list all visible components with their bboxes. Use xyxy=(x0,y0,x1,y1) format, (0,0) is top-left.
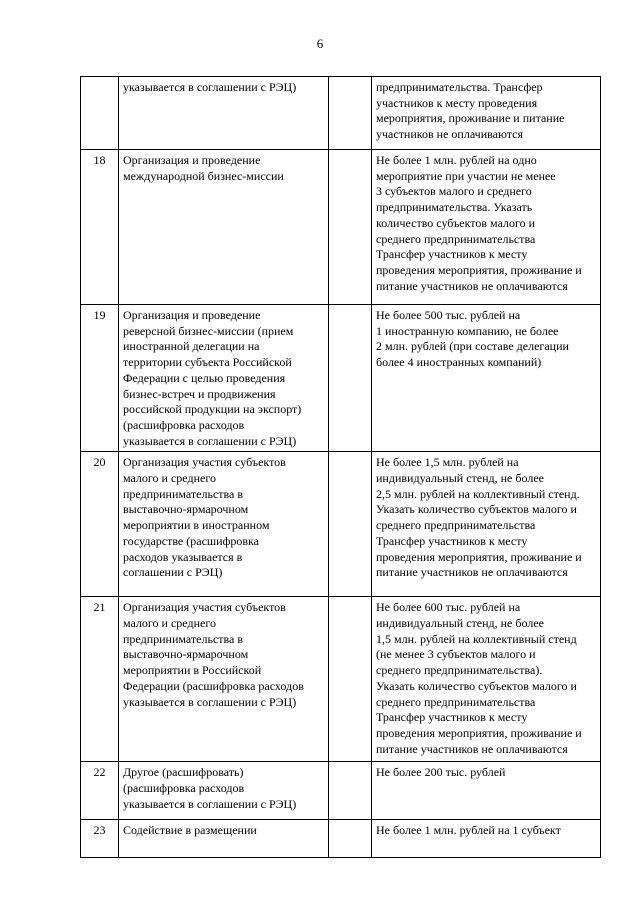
expense-limit xyxy=(372,597,601,762)
empty-cell xyxy=(329,77,372,150)
expense-limit xyxy=(372,305,601,452)
limit-line: Трансфер участников к месту xyxy=(376,533,528,548)
row-number: 19 xyxy=(81,305,119,452)
limit-line: Не более 1 млн. рублей на одно xyxy=(376,153,537,167)
limit-line: среднего предпринимательства xyxy=(376,231,536,246)
limit-line: Не более 1 млн. рублей на 1 субъект xyxy=(376,823,561,838)
limit-line: 2,5 млн. рублей на коллективный стенд. xyxy=(376,486,580,501)
limit-line: проведения мероприятия, проживание и xyxy=(376,549,582,564)
limit-line: (не менее 3 субъектов малого и xyxy=(376,647,536,662)
description-line: территории субъекта Российской xyxy=(123,355,292,370)
table-row xyxy=(81,452,601,597)
table-row xyxy=(81,150,601,305)
limit-line: Не более 200 тыс. рублей xyxy=(376,765,506,780)
description-line: малого и среднего xyxy=(123,471,216,486)
limit-line: мероприятия, проживание и питание xyxy=(376,111,565,126)
expense-description xyxy=(119,452,329,597)
empty-cell xyxy=(329,762,372,820)
limit-line: предпринимательства. Указать xyxy=(376,200,533,215)
expense-limit xyxy=(372,820,601,858)
limit-line: Указать количество субъектов малого и xyxy=(376,678,577,693)
limit-line: Не более 1,5 млн. рублей на xyxy=(376,455,519,470)
page-number: 6 xyxy=(316,36,324,51)
expense-description xyxy=(119,820,329,858)
expense-description xyxy=(119,597,329,762)
limit-line: 2 млн. рублей (при составе делегации xyxy=(376,339,569,354)
expense-description xyxy=(119,150,329,305)
description-line: указывается в соглашении с РЭЦ) xyxy=(123,80,297,94)
limit-line: среднего предпринимательства xyxy=(376,694,536,709)
limit-line: среднего предпринимательства). xyxy=(376,663,543,678)
table-row xyxy=(81,762,601,820)
empty-cell xyxy=(329,820,372,858)
row-number xyxy=(81,77,119,150)
table-row xyxy=(81,77,601,150)
limit-line: 1 иностранную компанию, не более xyxy=(376,323,559,338)
limit-line: участников к месту проведения xyxy=(376,95,538,110)
empty-cell xyxy=(329,452,372,597)
expense-limit xyxy=(372,77,601,150)
limit-line: Указать количество субъектов малого и xyxy=(376,502,577,517)
description-line: российской продукции на экспорт) xyxy=(123,402,302,417)
limit-line: индивидуальный стенд, не более xyxy=(376,471,544,486)
description-line: выставочно-ярмарочном xyxy=(123,502,249,517)
expense-limit xyxy=(372,762,601,820)
description-line: мероприятии в Российской xyxy=(123,663,262,678)
limit-line: мероприятие при участии не менее xyxy=(376,168,556,183)
table-row xyxy=(81,597,601,762)
limit-line: 3 субъектов малого и среднего xyxy=(376,184,532,199)
description-line: Содействие в размещении xyxy=(123,823,257,838)
description-line: Федерации с целью проведения xyxy=(123,370,286,385)
table-row xyxy=(81,305,601,452)
table-row xyxy=(81,820,601,858)
limit-line: более 4 иностранных компаний) xyxy=(376,355,542,370)
limit-line: питание участников не оплачиваются xyxy=(376,741,568,756)
expense-limit xyxy=(372,452,601,597)
description-line: государстве (расшифровка xyxy=(123,533,259,548)
description-line: Организация и проведение xyxy=(123,153,261,167)
row-number: 20 xyxy=(81,452,119,597)
empty-cell xyxy=(329,305,372,452)
limit-line: Трансфер участников к месту xyxy=(376,710,528,725)
description-line: иностранной делегации на xyxy=(123,339,260,354)
expense-description xyxy=(119,77,329,150)
limit-line: предпринимательства. Трансфер xyxy=(376,80,543,94)
description-line: указывается в соглашении с РЭЦ) xyxy=(123,694,297,709)
empty-cell xyxy=(329,150,372,305)
row-number: 18 xyxy=(81,150,119,305)
description-line: указывается в соглашении с РЭЦ) xyxy=(123,433,297,448)
limit-line: Трансфер участников к месту xyxy=(376,247,528,262)
description-line: (расшифровка расходов xyxy=(123,781,245,796)
limit-line: проведения мероприятия, проживание и xyxy=(376,262,582,277)
table-body xyxy=(81,77,601,858)
limit-line: проведения мероприятия, проживание и xyxy=(376,725,582,740)
description-line: выставочно-ярмарочном xyxy=(123,647,249,662)
limit-line: 1,5 млн. рублей на коллективный стенд xyxy=(376,631,577,646)
description-line: Организация и проведение xyxy=(123,308,261,322)
row-number: 23 xyxy=(81,820,119,858)
description-line: указывается в соглашении с РЭЦ) xyxy=(123,796,297,811)
description-line: международной бизнес-миссии xyxy=(123,168,284,183)
description-line: Организация участия субъектов xyxy=(123,455,286,470)
expense-description xyxy=(119,305,329,452)
description-line: предпринимательства в xyxy=(123,486,244,501)
row-number: 21 xyxy=(81,597,119,762)
description-line: Федерации (расшифровка расходов xyxy=(123,678,304,693)
limit-line: Не более 500 тыс. рублей на xyxy=(376,308,521,322)
limit-line: участников не оплачиваются xyxy=(376,127,523,142)
description-line: расходов указывается в xyxy=(123,549,243,564)
expense-limits-table xyxy=(80,76,601,858)
empty-cell xyxy=(329,597,372,762)
limit-line: питание участников не оплачиваются xyxy=(376,278,568,293)
description-line: мероприятии в иностранном xyxy=(123,518,270,533)
description-line: предпринимательства в xyxy=(123,631,244,646)
description-line: Другое (расшифровать) xyxy=(123,765,244,780)
description-line: (расшифровка расходов xyxy=(123,417,245,432)
limit-line: Не более 600 тыс. рублей на xyxy=(376,600,521,615)
description-line: малого и среднего xyxy=(123,616,216,631)
expense-description xyxy=(119,762,329,820)
expense-limit xyxy=(372,150,601,305)
description-line: соглашении с РЭЦ) xyxy=(123,565,223,580)
description-line: бизнес-встреч и продвижения xyxy=(123,386,276,401)
description-line: Организация участия субъектов xyxy=(123,600,286,615)
limit-line: количество субъектов малого и xyxy=(376,215,536,230)
description-line: реверсной бизнес-миссии (прием xyxy=(123,323,294,338)
limit-line: среднего предпринимательства xyxy=(376,518,536,533)
limit-line: питание участников не оплачиваются xyxy=(376,565,568,580)
row-number: 22 xyxy=(81,762,119,820)
limit-line: индивидуальный стенд, не более xyxy=(376,616,544,631)
